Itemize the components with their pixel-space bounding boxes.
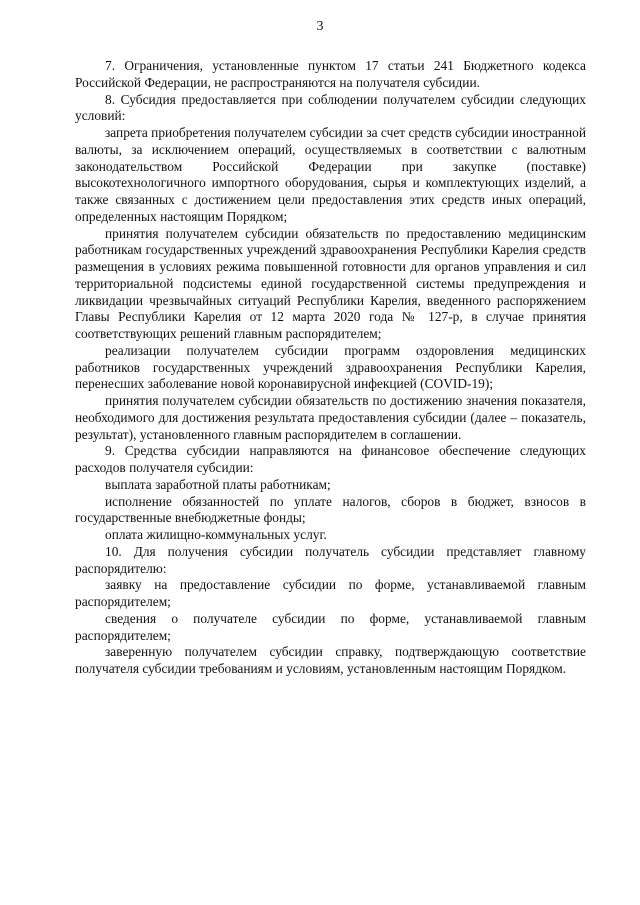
expense-utilities: оплата жилищно-коммунальных услуг. [105, 527, 327, 542]
condition-indicator-obligations: принятия получателем субсидии обязательств по достижению значения показателя, необходимого для достижения результата предоставления субсидии (далее – показатель, результат), установленного главным распорядителем в соглашении. [75, 393, 586, 442]
expense-salary: выплата заработной платы работникам; [105, 476, 331, 492]
document-compliance-certificate: заверенную получателем субсидии справку, подтверждающую соответствие получателя субсидии требованиям и условиям, установленным настоящим Порядком. [75, 644, 586, 676]
paragraph-8-conditions-intro: 8. Субсидия предоставляется при соблюдении получателем субсидии следующих условий: [75, 91, 586, 124]
paragraph-9-expenses-intro: 9. Средства субсидии направляются на финансовое обеспечение следующих расходов получателя субсидии: [75, 443, 586, 475]
paragraph-7-restrictions: 7. Ограничения, установленные пунктом 17 статьи 241 Бюджетного кодекса Российской Федерации, не распространяются на получателя субсидии. [75, 58, 586, 90]
expense-taxes: исполнение обязанностей по уплате налогов, сборов в бюджет, взносов в государственные внебюджетные фонды; [75, 493, 586, 526]
condition-foreign-currency-ban: запрета приобретения получателем субсидии за счет средств субсидии иностранной валюты, за исключением операций, осуществляемых в соответствии с валютным законодательством Российской Федерации при закупке (поставке) высокотехнологичного импортного оборудования, сырья и комплектующих изделий, а также связанных с достижением цели предоставления этих средств иных операций, определенных настоящим Порядком; [75, 125, 586, 224]
document-body [75, 58, 586, 678]
paragraph-10-documents-intro: 10. Для получения субсидии получатель субсидии представляет главному распорядителю: [75, 543, 586, 576]
condition-health-programs: реализации получателем субсидии программ оздоровления медицинских работников государственных учреждений здравоохранения Республики Карелия, перенесших заболевание новой коронавирусной инфекцией (COVID-19); [75, 342, 586, 392]
document-application: заявку на предоставление субсидии по форме, устанавливаемой главным распорядителем; [75, 577, 586, 609]
page-number: 3 [316, 19, 324, 34]
document-recipient-info: сведения о получателе субсидии по форме, устанавливаемой главным распорядителем; [75, 610, 586, 643]
condition-medical-workers-accommodation: принятия получателем субсидии обязательств по предоставлению медицинским работникам государственных учреждений здравоохранения Республики Карелия средств размещения в условиях режима повышенной готовности для органов управления и сил территориальной подсистемы единой государственной системы предупреждения и ликвидации чрезвычайных ситуаций Республики Карелия, введенного распоряжением Главы Республики Карелия от 12 марта 2020 года № 127-р, в случае принятия соответствующих решений главным распорядителем; [75, 225, 586, 341]
